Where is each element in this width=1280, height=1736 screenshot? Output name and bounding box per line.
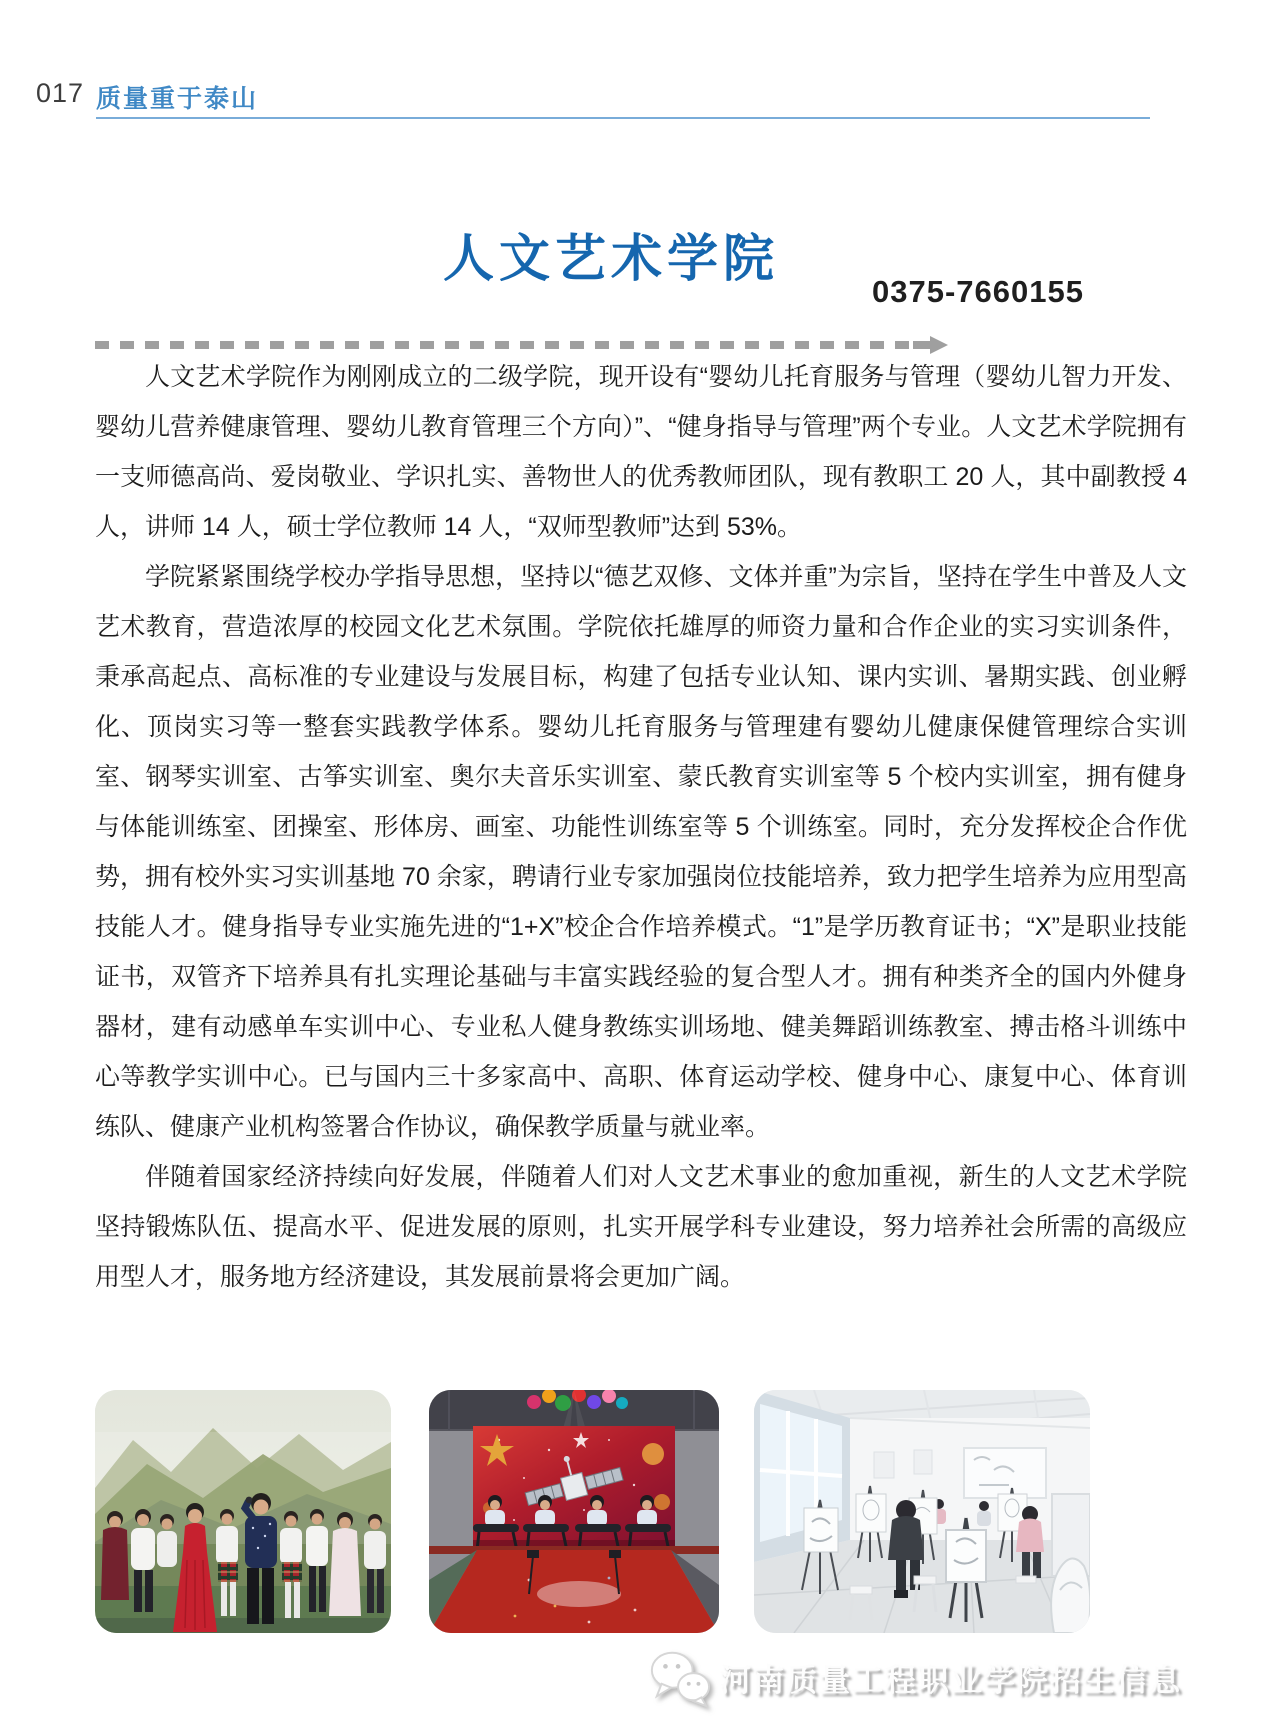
stage-performance-illustration <box>95 1390 391 1633</box>
photo-row <box>95 1390 1091 1633</box>
photo-guzheng-performance <box>429 1390 719 1633</box>
page-number: 017 <box>36 78 85 108</box>
article-paragraph: 人文艺术学院作为刚刚成立的二级学院，现开设有“婴幼儿托育服务与管理（婴幼儿智力开发、婴幼儿营养健康管理、婴幼儿教育管理三个方向）”、“健身指导与管理”两个专业。人文艺术学院拥有一支师德高尚、爱岗敬业、学识扎实、善物世人的优秀教师团队，现有教职工 20 人，其中副教授 4 人，讲师 14 人，硕士学位教师 14 人，“双师型教师”达到 53%。 <box>95 363 1187 541</box>
guzheng-performance-illustration <box>429 1390 719 1633</box>
wechat-watermark <box>648 1646 1182 1708</box>
photo-stage-performance <box>95 1390 391 1633</box>
article-paragraph: 学院紧紧围绕学校办学指导思想，坚持以“德艺双修、文体并重”为宗旨，坚持在学生中普及人文艺术教育，营造浓厚的校园文化艺术氛围。学院依托雄厚的师资力量和合作企业的实习实训条件，秉承高起点、高标准的专业建设与发展目标，构建了包括专业认知、课内实训、暑期实践、创业孵化、顶岗实习等一整套实践教学体系。婴幼儿托育服务与管理建有婴幼儿健康保健管理综合实训室、钢琴实训室、古筝实训室、奥尔夫音乐实训室、蒙氏教育实训室等 5 个校内实训室，拥有健身与体能训练室、团操室、形体房、画室、功能性训练室等 5 个训练室。同时，充分发挥校企合作优势，拥有校外实习实训基地 70 余家，聘请行业专家加强岗位技能培养，致力把学生培养为应用型高技能人才。健身指导专业实施先进的“1+X”校企合作培养模式。“1”是学历教育证书；“X”是职业技能证书，双管齐下培养具有扎实理论基础与丰富实践经验的复合型人才。拥有种类齐全的国内外健身器材，建有动感单车实训中心、专业私人健身教练实训场地、健美舞蹈训练教室、搏击格斗训练中心等教学实训中心。已与国内三十多家高中、高职、体育运动学校、健身中心、康复中心、体育训练队、健康产业机构签署合作协议，确保教学质量与就业率。 <box>95 563 1187 1141</box>
photo-art-classroom <box>754 1390 1090 1633</box>
article-body <box>95 352 1187 1302</box>
wechat-icon <box>648 1646 712 1708</box>
article-title: 人文艺术学院 <box>443 230 780 287</box>
header-rule <box>96 117 1150 119</box>
contact-phone: 0375-7660155 <box>872 274 1084 309</box>
article-paragraph: 伴随着国家经济持续向好发展，伴随着人们对人文艺术事业的愈加重视，新生的人文艺术学院坚持锻炼队伍、提高水平、促进发展的原则，扎实开展学科专业建设，努力培养社会所需的高级应用型人才，服务地方经济建设，其发展前景将会更加广阔。 <box>95 1163 1187 1291</box>
art-classroom-illustration <box>754 1390 1090 1633</box>
divider-dashes <box>95 341 911 349</box>
wechat-account-name: 河南质量工程职业学院招生信息 <box>720 1662 1182 1698</box>
header-slogan: 质量重于泰山 <box>96 85 259 113</box>
